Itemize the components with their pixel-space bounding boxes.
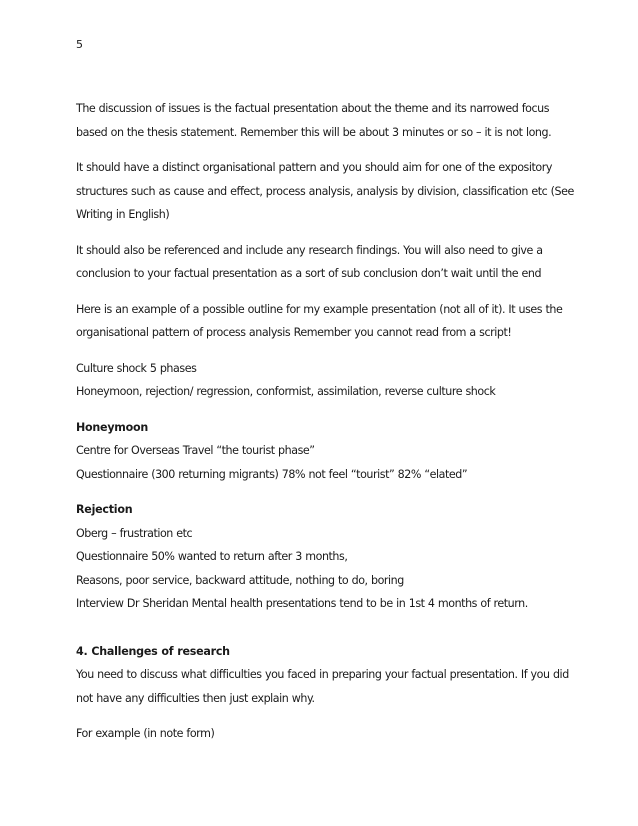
pattern-paragraph bbox=[76, 156, 576, 227]
intro-line: The discussion of issues is the factual presentation about the theme and its narrowed focus bbox=[76, 102, 550, 115]
culture-shock-paragraph bbox=[76, 357, 576, 404]
rejection-heading: Rejection bbox=[76, 503, 133, 516]
pattern-line: structures such as cause and effect, process analysis, analysis by division, classification etc (See bbox=[76, 184, 574, 198]
referenced-line: conclusion to your factual presentation as a sort of sub conclusion don’t wait until the end bbox=[76, 267, 542, 280]
example-line: organisational pattern of process analysis Remember you cannot read from a script! bbox=[76, 326, 512, 339]
referenced-paragraph bbox=[76, 239, 576, 286]
culture-shock-line: Culture shock 5 phases bbox=[76, 361, 197, 375]
section-spacer bbox=[76, 628, 576, 640]
honeymoon-heading: Honeymoon bbox=[76, 420, 149, 434]
note-form-line: For example (in note form) bbox=[76, 727, 215, 740]
example-paragraph bbox=[76, 298, 576, 345]
challenges-line: You need to discuss what difficulties you faced in preparing your factual presentation. If you did bbox=[76, 668, 569, 681]
challenges-section bbox=[76, 640, 576, 711]
note-form-paragraph bbox=[76, 722, 576, 746]
page-number: 5 bbox=[76, 38, 83, 51]
honeymoon-line: Centre for Overseas Travel “the tourist phase” bbox=[76, 444, 315, 457]
document-body bbox=[76, 97, 576, 758]
rejection-line: Oberg – frustration etc bbox=[76, 526, 193, 540]
intro-line: based on the thesis statement. Remember this will be about 3 minutes or so – it is not long. bbox=[76, 125, 552, 139]
honeymoon-line: Questionnaire (300 returning migrants) 78% not feel “tourist” 82% “elated” bbox=[76, 467, 468, 481]
intro-paragraph bbox=[76, 97, 576, 144]
example-line: Here is an example of a possible outline for my example presentation (not all of it). It uses the bbox=[76, 302, 563, 316]
challenges-line: not have any difficulties then just explain why. bbox=[76, 691, 315, 705]
rejection-section bbox=[76, 498, 576, 616]
challenges-heading: 4. Challenges of research bbox=[76, 644, 230, 658]
referenced-line: It should also be referenced and include any research findings. You will also need to give a bbox=[76, 243, 543, 257]
pattern-line: Writing in English) bbox=[76, 208, 170, 221]
rejection-line: Questionnaire 50% wanted to return after 3 months, bbox=[76, 550, 348, 563]
rejection-line: Interview Dr Sheridan Mental health presentations tend to be in 1st 4 months of return. bbox=[76, 597, 528, 610]
culture-shock-line: Honeymoon, rejection/ regression, conformist, assimilation, reverse culture shock bbox=[76, 385, 496, 398]
pattern-line: It should have a distinct organisational pattern and you should aim for one of the expository bbox=[76, 161, 552, 174]
honeymoon-section bbox=[76, 416, 576, 487]
rejection-line: Reasons, poor service, backward attitude, nothing to do, boring bbox=[76, 573, 404, 587]
